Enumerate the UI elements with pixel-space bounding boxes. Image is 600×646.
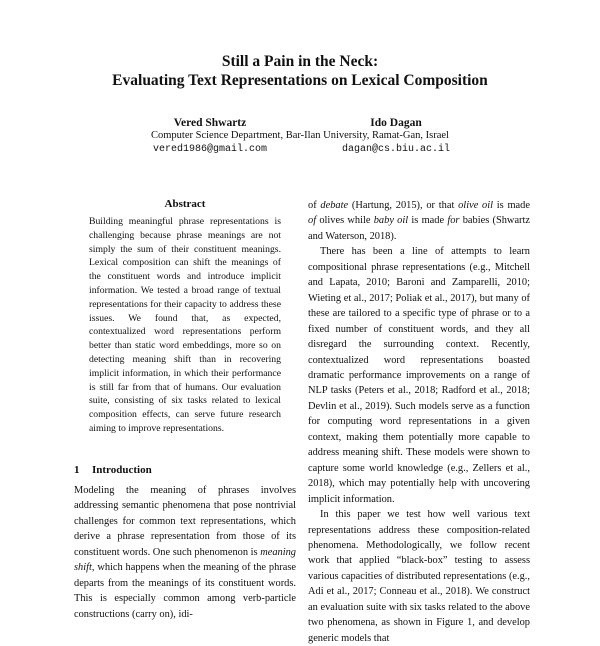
emphasis: debate	[320, 200, 349, 211]
paper-title-line-2: Evaluating Text Representations on Lexical Composition	[112, 72, 488, 89]
author-name-1: Vered Shwartz	[173, 117, 247, 129]
right-column-body	[308, 198, 530, 646]
text-part: of	[308, 200, 321, 211]
text-part: (Hartung, 2015), or that	[348, 200, 459, 211]
paper-title-line-1: Still a Pain in the Neck:	[221, 53, 379, 70]
abstract-heading: Abstract	[164, 198, 206, 210]
intro-text-part: Modeling the meaning of phrases involves addressing semantic phenomena that pose nontrivial challenges for common text representations, which derive a phrase representation from those of its constituent words. One such phenomenon is	[74, 485, 296, 558]
right-paragraph-3: In this paper we test how well various text representations address these composition-related phenomena. Methodologically, we follow recent work that applied “black-box” testing to assess various capacities of distributed representations (e.g., Adi et al., 2017; Conneau et al., 2018). We construct an evaluation suite with six tasks related to the above two phenomena, as shown in Figure 1, and develop generic models that	[308, 509, 530, 644]
introduction-paragraph	[74, 483, 296, 622]
introduction-body	[74, 483, 296, 622]
emphasis: olive oil	[458, 200, 494, 211]
section-title: Introduction	[92, 464, 152, 476]
author-email-2[interactable]: dagan@cs.biu.ac.il	[341, 144, 451, 155]
text-part: olives while	[316, 215, 374, 227]
author-email-1[interactable]: vered1986@gmail.com	[152, 144, 268, 155]
right-paragraph-1	[308, 198, 530, 244]
intro-emphasis: meaning shift	[74, 546, 296, 574]
section-number: 1	[74, 464, 80, 476]
right-paragraph-2: There has been a line of attempts to learn compositional phrase representations (e.g., Mitchell and Lapata, 2010; Baroni and Zamparelli, 2010; Wieting et al., 2017; Poliak et al., 2017), but many of these are tailored to a specific type of phrase or to a fixed number of constituent words, and they all disregard the surrounding context. Recently, contextualized word representations boasted dramatic performance improvements on a range of NLP tasks (Peters et al., 2018; Radford et al., 2018; Devlin et al., 2019). Such models serve as a function for computing word representations in a given context, making them potentially more capable to address meaning shift. These models were shown to capture some world knowledge (e.g., Zellers et al., 2018), which may potentially help with uncovering implicit information.	[308, 246, 530, 505]
text-part: is made	[493, 200, 530, 211]
intro-text-part: , which happens when the meaning of the phrase departs from the meanings of its constituent words. This is especially common among verb-particle constructions (carry on), idi-	[74, 562, 296, 620]
abstract-text: Building meaningful phrase representations is challenging because phrase meanings are not simply the sum of their constituent meanings. Lexical composition can shift the meanings of the constituent words and introduce implicit information. We tested a broad range of textual representations for their capacity to address these issues. We found that, as expected, contextualized word representations perform better than static word embeddings, more so on detecting meaning shift than in recovering implicit information, in which their performance is still far from that of humans. Our evaluation suite, consisting of six tasks related to lexical composition effects, can serve future research aiming to improve representations.	[89, 216, 281, 434]
text-part: is made	[408, 215, 448, 227]
text-part: babies (Shwartz and Waterson, 2018).	[308, 215, 531, 242]
emphasis: of	[308, 215, 317, 227]
section-heading-introduction	[74, 463, 152, 477]
affiliation: Computer Science Department, Bar-Ilan University, Ramat-Gan, Israel	[151, 130, 449, 141]
emphasis: for	[447, 215, 460, 227]
author-name-2: Ido Dagan	[370, 117, 422, 129]
emphasis: baby oil	[373, 215, 409, 227]
